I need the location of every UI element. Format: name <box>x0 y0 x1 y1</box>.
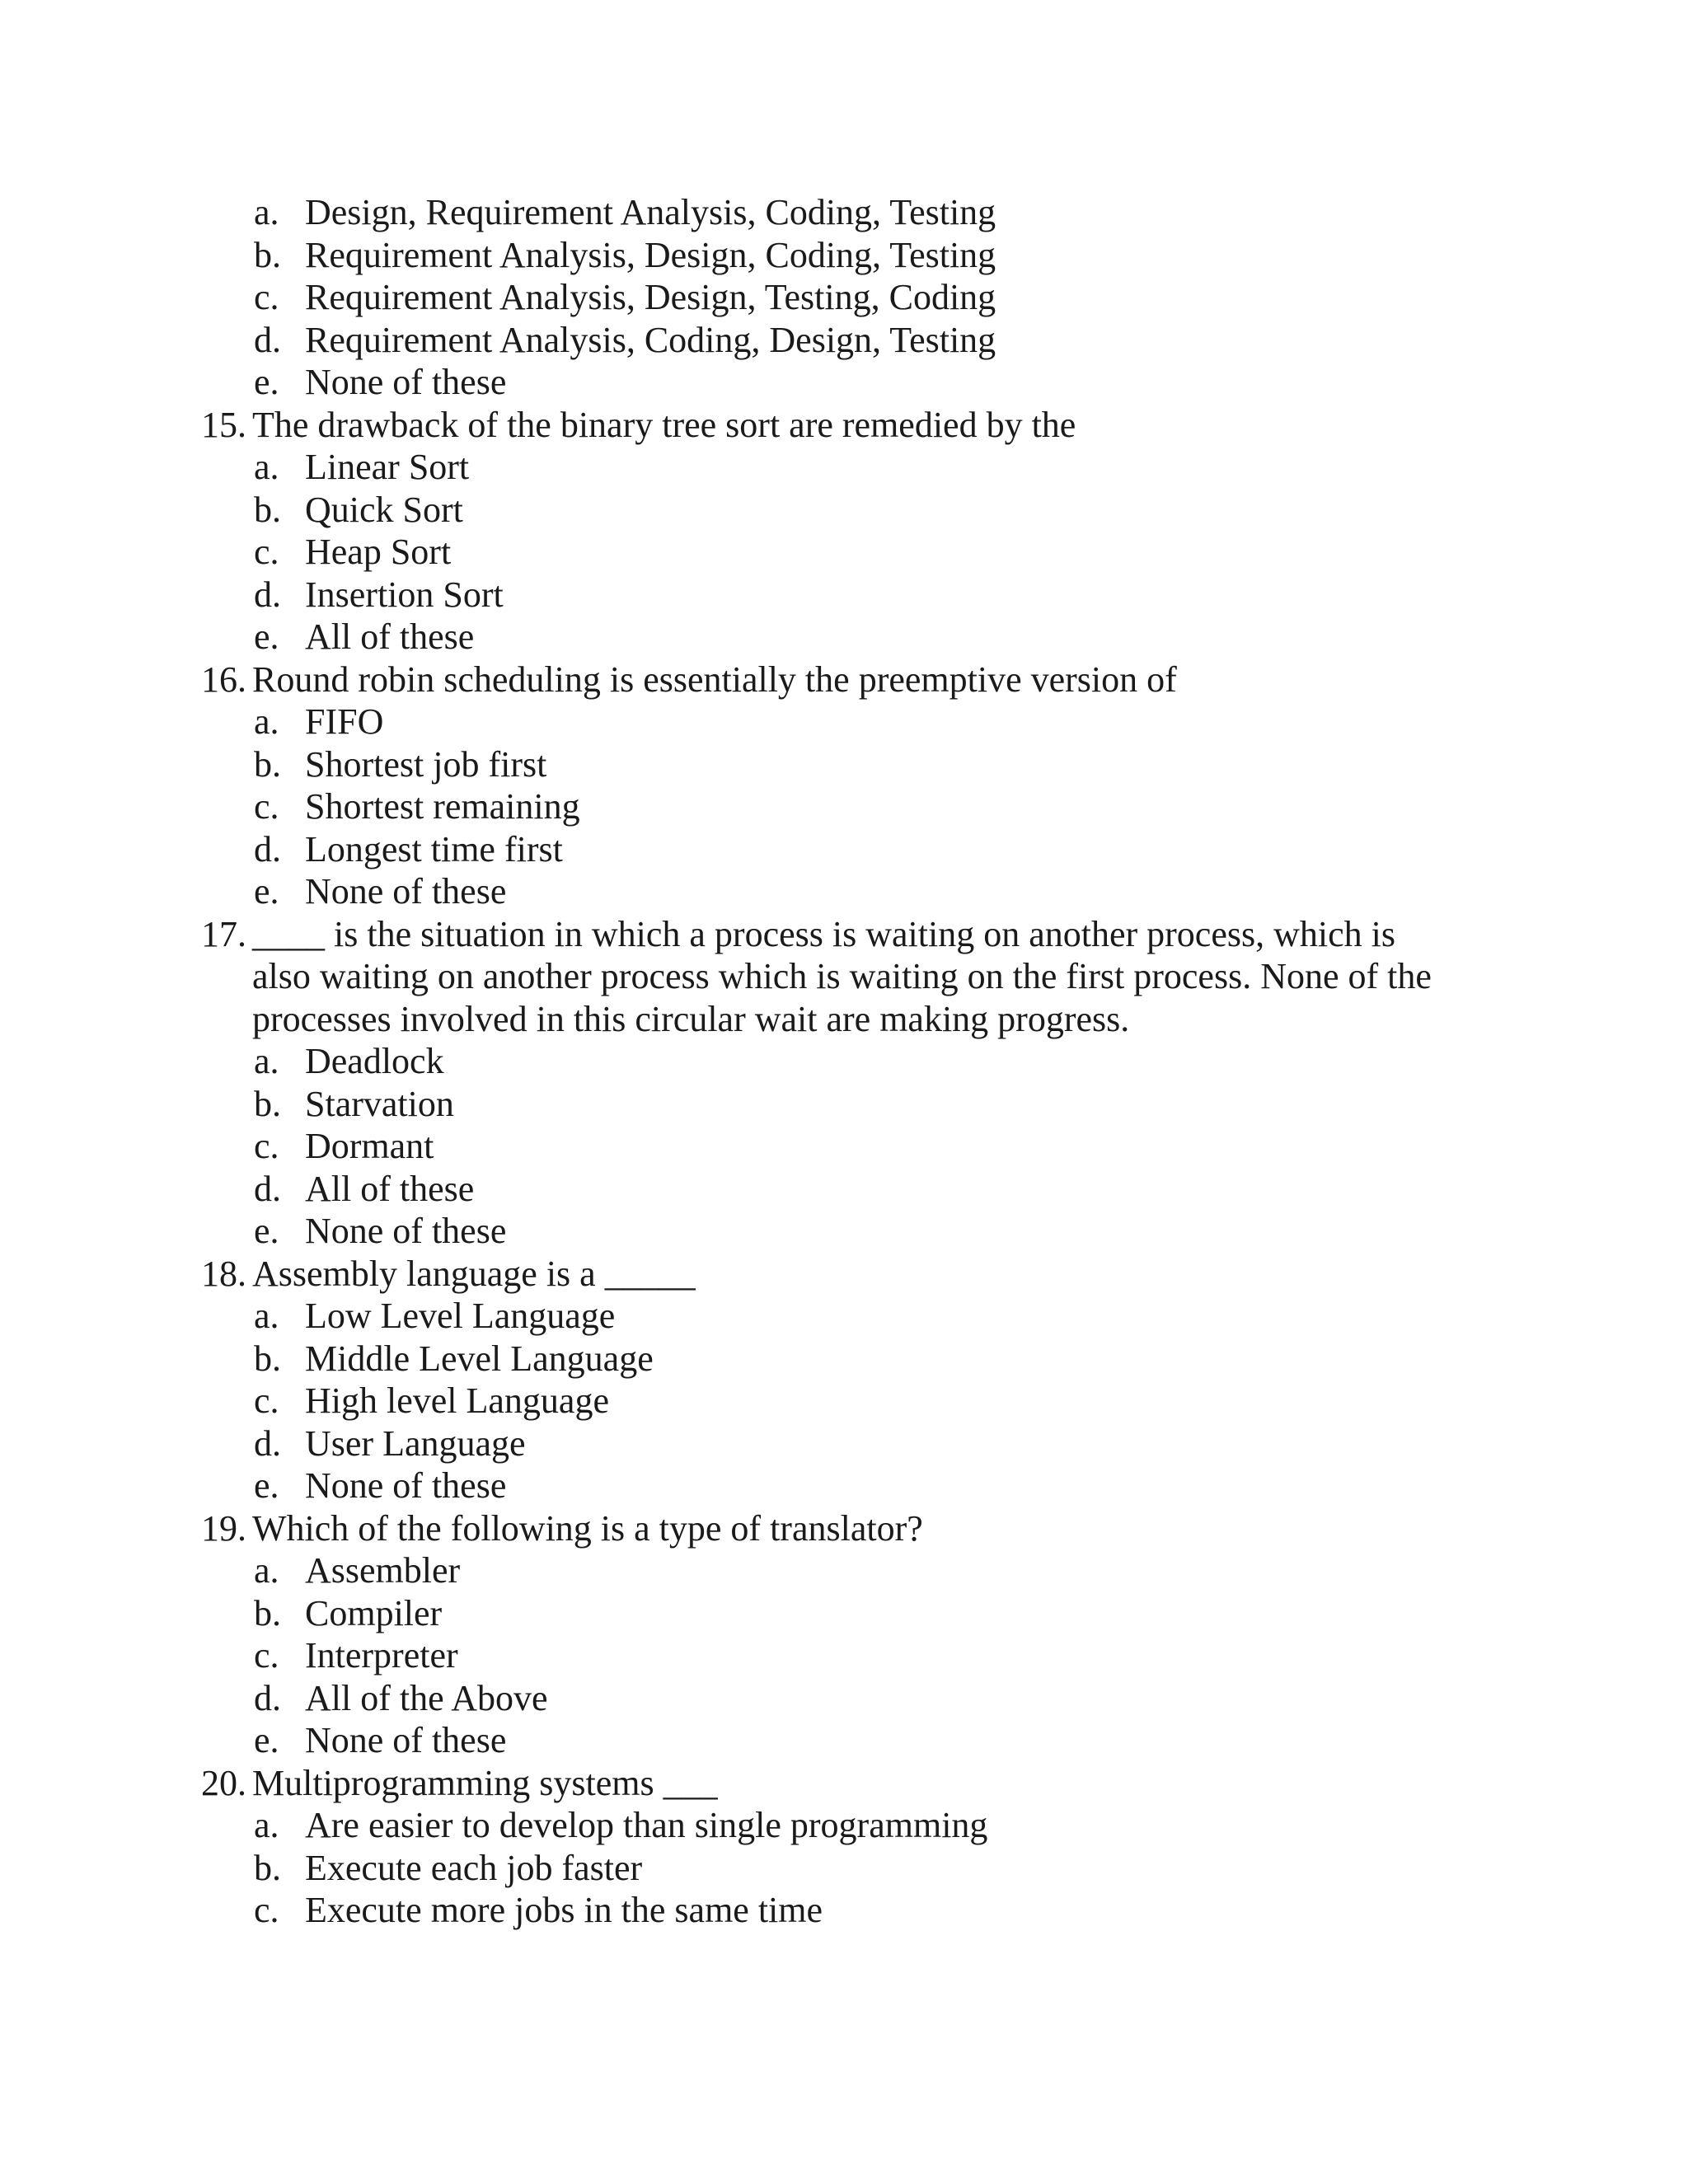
question-text: Assembly language is a _____ <box>252 1253 696 1294</box>
answer-option <box>0 191 1688 234</box>
question-text: Round robin scheduling is essentially the preemptive version of <box>252 658 1177 700</box>
option-letter: a. <box>254 1296 279 1336</box>
option-letter: c. <box>254 1126 279 1166</box>
question-text: also waiting on another process which is waiting on the first process. None of the <box>252 956 1432 996</box>
option-text: None of these <box>305 1720 507 1760</box>
answer-option <box>0 446 1688 489</box>
option-letter: d. <box>254 574 281 615</box>
option-text: None of these <box>305 1465 507 1506</box>
option-letter: e. <box>254 871 279 912</box>
answer-option <box>0 828 1688 871</box>
answer-option <box>0 1592 1688 1635</box>
answer-option <box>0 361 1688 404</box>
answer-option <box>0 1677 1688 1720</box>
answer-option <box>0 1889 1688 1932</box>
option-letter: e. <box>254 1211 279 1251</box>
option-text: FIFO <box>305 701 384 742</box>
option-text: Execute more jobs in the same time <box>305 1890 823 1930</box>
option-text: User Language <box>305 1422 526 1464</box>
option-letter: e. <box>254 616 279 657</box>
option-letter: a. <box>254 192 279 232</box>
question-text: ____ is the situation in which a process is waiting on another process, which is <box>252 913 1395 954</box>
option-text: Low Level Language <box>305 1296 616 1336</box>
question-stem <box>0 1762 1688 1805</box>
answer-option <box>0 1634 1688 1677</box>
answer-option <box>0 1168 1688 1211</box>
answer-option <box>0 276 1688 319</box>
question-text: The drawback of the binary tree sort are remedied by the <box>252 404 1076 445</box>
answer-option <box>0 1040 1688 1083</box>
answer-option <box>0 1804 1688 1847</box>
question-number: 17. <box>201 913 246 954</box>
option-letter: c. <box>254 1380 279 1421</box>
option-letter: b. <box>254 1338 281 1379</box>
question-stem <box>0 1507 1688 1550</box>
option-text: Assembler <box>305 1550 461 1591</box>
answer-option <box>0 785 1688 828</box>
answer-option <box>0 743 1688 786</box>
answer-option <box>0 616 1688 658</box>
question-stem-continued <box>0 998 1688 1041</box>
option-letter: b. <box>254 1083 281 1124</box>
answer-option <box>0 1338 1688 1380</box>
answer-option <box>0 319 1688 362</box>
question-stem <box>0 913 1688 956</box>
option-text: Insertion Sort <box>305 574 504 615</box>
question-number: 15. <box>201 404 246 445</box>
option-letter: e. <box>254 362 279 402</box>
option-letter: b. <box>254 743 281 785</box>
option-text: Requirement Analysis, Design, Testing, Coding <box>305 277 996 317</box>
option-letter: b. <box>254 1847 281 1888</box>
option-text: Deadlock <box>305 1041 444 1081</box>
option-text: Longest time first <box>305 828 563 869</box>
answer-option <box>0 1083 1688 1126</box>
option-letter: b. <box>254 234 281 275</box>
option-text: All of the Above <box>305 1677 548 1718</box>
answer-option <box>0 1210 1688 1253</box>
answer-option <box>0 574 1688 616</box>
question-text: Multiprogramming systems ___ <box>252 1762 718 1803</box>
option-text: All of these <box>305 1168 475 1209</box>
question-stem-continued <box>0 955 1688 998</box>
answer-option <box>0 701 1688 743</box>
option-text: Shortest job first <box>305 743 547 785</box>
question-number: 19. <box>201 1507 246 1549</box>
answer-option <box>0 870 1688 913</box>
option-text: None of these <box>305 871 507 912</box>
option-text: Design, Requirement Analysis, Coding, Testing <box>305 192 996 232</box>
option-text: Quick Sort <box>305 489 463 530</box>
question-list <box>0 191 1688 1932</box>
question-text: Which of the following is a type of translator? <box>252 1507 923 1549</box>
option-letter: e. <box>254 1720 279 1760</box>
question-stem <box>0 658 1688 701</box>
option-letter: d. <box>254 319 281 360</box>
answer-option <box>0 1719 1688 1762</box>
option-text: Compiler <box>305 1592 443 1633</box>
question-number: 20. <box>201 1762 246 1803</box>
option-text: Execute each job faster <box>305 1847 643 1888</box>
answer-option <box>0 1465 1688 1507</box>
question-stem <box>0 1253 1688 1296</box>
answer-option <box>0 1422 1688 1465</box>
option-letter: a. <box>254 447 279 487</box>
option-letter: a. <box>254 1550 279 1591</box>
answer-option <box>0 1549 1688 1592</box>
answer-option <box>0 1847 1688 1890</box>
option-letter: e. <box>254 1465 279 1506</box>
option-text: Requirement Analysis, Design, Coding, Testing <box>305 234 996 275</box>
option-text: Linear Sort <box>305 447 470 487</box>
option-letter: b. <box>254 489 281 530</box>
option-letter: a. <box>254 1805 279 1845</box>
option-letter: c. <box>254 1635 279 1675</box>
option-letter: c. <box>254 786 279 827</box>
question-text: processes involved in this circular wait are making progress. <box>252 998 1130 1039</box>
option-text: Heap Sort <box>305 532 452 572</box>
option-letter: c. <box>254 532 279 572</box>
option-letter: a. <box>254 1041 279 1081</box>
option-letter: c. <box>254 1890 279 1930</box>
question-stem <box>0 404 1688 447</box>
option-letter: b. <box>254 1592 281 1633</box>
option-letter: d. <box>254 1422 281 1464</box>
answer-option <box>0 489 1688 532</box>
option-text: None of these <box>305 362 507 402</box>
option-text: Middle Level Language <box>305 1338 654 1379</box>
option-text: None of these <box>305 1211 507 1251</box>
option-letter: d. <box>254 1168 281 1209</box>
option-text: Requirement Analysis, Coding, Design, Testing <box>305 319 996 360</box>
option-letter: d. <box>254 828 281 869</box>
option-letter: a. <box>254 701 279 742</box>
option-text: All of these <box>305 616 475 657</box>
option-text: Are easier to develop than single programming <box>305 1805 988 1845</box>
answer-option <box>0 1380 1688 1422</box>
option-text: Dormant <box>305 1126 434 1166</box>
option-letter: d. <box>254 1677 281 1718</box>
question-number: 16. <box>201 658 246 700</box>
answer-option <box>0 531 1688 574</box>
answer-option <box>0 1125 1688 1168</box>
option-text: Starvation <box>305 1083 454 1124</box>
answer-option <box>0 234 1688 277</box>
option-text: Shortest remaining <box>305 786 580 827</box>
answer-option <box>0 1295 1688 1338</box>
option-letter: c. <box>254 277 279 317</box>
option-text: High level Language <box>305 1380 609 1421</box>
option-text: Interpreter <box>305 1635 458 1675</box>
question-number: 18. <box>201 1253 246 1294</box>
